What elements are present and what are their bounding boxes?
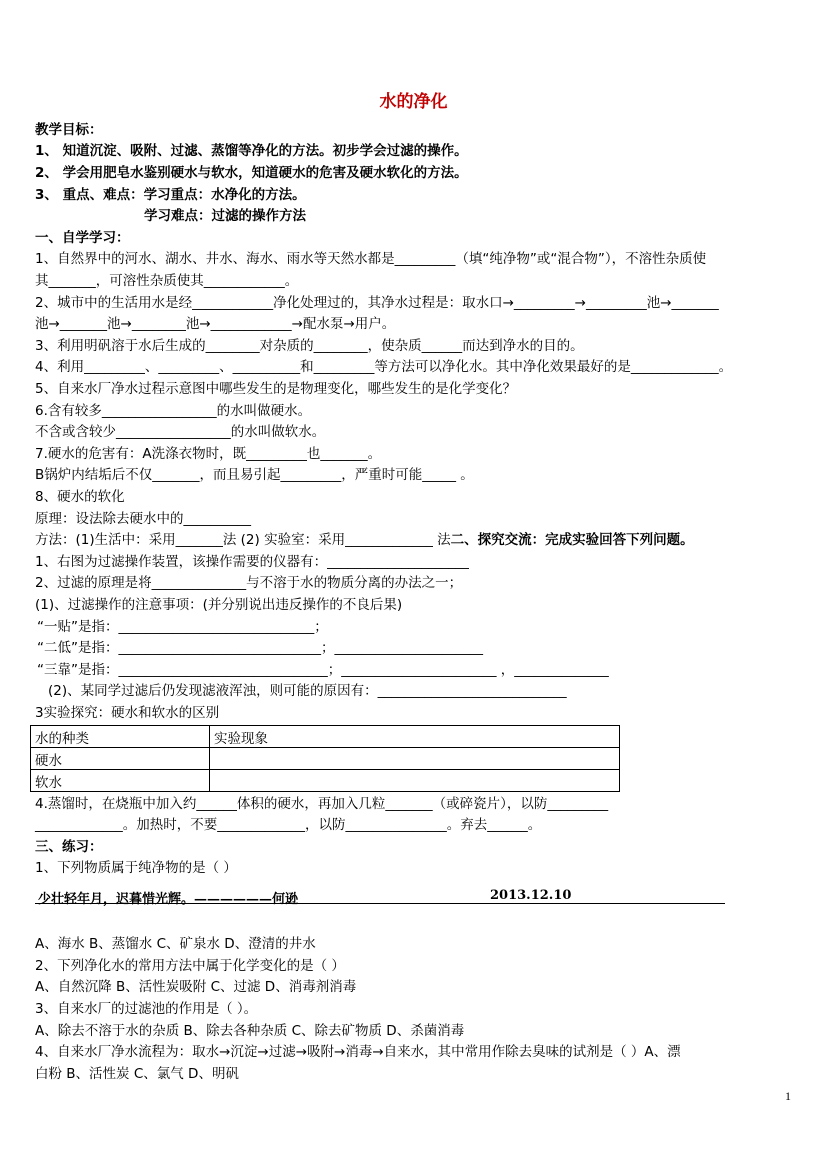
question-7a: 7.硬水的危害有：A洗涤衣物时，既_________也_______。 [35, 446, 382, 462]
objectives-heading: 教学目标： [35, 122, 103, 138]
question-1a: 1、自然界中的河水、湖水、井水、海水、雨水等天然水都是_________（填“纯净物”或“混合物”），不溶性杂质使 [35, 251, 707, 267]
objective-1: 1、 知道沉淀、吸附、过滤、蒸馏等净化的方法。初步学会过滤的操作。 [35, 143, 468, 159]
yi-tie: “一贴”是指：_____________________________； [37, 619, 328, 635]
explore-1: 1、右图为过滤操作装置，该操作需要的仪器有：_____________________ [35, 554, 469, 570]
exercise-4: 4、自来水厂净水流程为：取水→沉淀→过滤→吸附→消毒→自来水，其中常用作除去臭味的试剂是（ ）A、漂 [35, 1044, 681, 1060]
exercise-3: 3、自来水厂的过滤池的作用是（ ）。 [35, 1001, 258, 1017]
question-6b: 不含或含较少_________________的水叫做软水。 [35, 424, 326, 440]
exercise-3-options: A、除去不溶于水的杂质 B、除去各种杂质 C、除去矿物质 D、杀菌消毒 [35, 1023, 465, 1039]
section1-heading: 一、自学学习： [35, 230, 130, 246]
exercise-2-options: A、自然沉降 B、活性炭吸附 C、过滤 D、消毒剂消毒 [35, 979, 357, 995]
table-header-row [31, 726, 620, 748]
table-cell: 软水 [31, 770, 210, 792]
table-header: 实验现象 [210, 726, 620, 748]
table-cell [210, 770, 620, 792]
question-8-heading: 8、硬水的软化 [35, 489, 125, 505]
hard-soft-water-table [30, 725, 620, 792]
table-header: 水的种类 [31, 726, 210, 748]
page-number: 1 [785, 1089, 791, 1103]
experiment-heading: 3实验探究：硬水和软水的区别 [35, 705, 220, 721]
method-text: 方法：(1)生活中：采用_______法 (2) 实验室：采用_____________ 法 [35, 532, 451, 548]
table-row [31, 770, 620, 792]
explore-2-1: (1)、过滤操作的注意事项：(并分别说出违反操作的不良后果) [35, 597, 403, 613]
table-cell [210, 748, 620, 770]
er-di: “二低”是指：______________________________；______________________ [37, 640, 483, 656]
question-5: 5、自来水厂净水过程示意图中哪些发生的是物理变化，哪些发生的是化学变化？ [35, 381, 517, 397]
san-kao: “三靠”是指：_______________________________；_______________________ ，______________ [37, 662, 609, 678]
motto-divider [35, 903, 725, 904]
question-2a: 2、城市中的生活用水是经____________净化处理过的，其净水过程是：取水口→_________→_________池→_______ [35, 295, 719, 311]
question-8-method [35, 531, 694, 549]
question-6a: 6.含有较多_________________的水叫做硬水。 [35, 403, 312, 419]
distillation-b: _____________。加热时，不要_____________，以防_______________。弃去______。 [35, 817, 542, 833]
question-4: 4、利用_________、_________、__________和_________等方法可以净化水。其中净化效果最好的是_____________。 [35, 359, 733, 375]
table-cell: 硬水 [31, 748, 210, 770]
motto-text: 少壮轻年月，迟暮惜光辉。——————何逊 [38, 892, 299, 907]
section2-heading: 二、探究交流：完成实验回答下列问题。 [450, 532, 694, 548]
explore-2-2: (2)、某同学过滤后仍发现滤液浑浊，则可能的原因有：____________________________ [48, 683, 567, 699]
question-1b: 其_______，可溶性杂质使其____________。 [35, 273, 299, 289]
distillation-a: 4.蒸馏时，在烧瓶中加入约______体积的硬水，再加入几粒_______（或碎瓷片），以防_________ [35, 796, 609, 812]
motto-date: 2013.12.10 [490, 888, 572, 903]
objective-3b: 学习难点：过滤的操作方法 [144, 208, 306, 224]
section3-heading: 三、练习： [35, 839, 103, 855]
question-8-principle: 原理：设法除去硬水中的__________ [35, 511, 251, 527]
page-title: 水的净化 [379, 92, 448, 112]
question-7b: B锅炉内结垢后不仅_______，而且易引起_________，严重时可能_____ 。 [35, 467, 474, 483]
exercise-4-options: 白粉 B、活性炭 C、氯气 D、明矾 [35, 1066, 239, 1082]
objective-3: 3、 重点、难点：学习重点：水净化的方法。 [35, 187, 306, 203]
explore-2: 2、过滤的原理是将______________与不溶于水的物质分离的办法之一； [35, 575, 463, 591]
exercise-2: 2、下列净化水的常用方法中属于化学变化的是（ ） [35, 958, 345, 974]
objective-2: 2、 学会用肥皂水鉴别硬水与软水，知道硬水的危害及硬水软化的方法。 [35, 165, 468, 181]
question-3: 3、利用明矾溶于水后生成的________对杂质的________，使杂质______而达到净水的目的。 [35, 338, 584, 354]
table-row [31, 748, 620, 770]
exercise-1: 1、下列物质属于纯净物的是（ ） [35, 860, 237, 876]
exercise-1-options: A、海水 B、蒸馏水 C、矿泉水 D、澄清的井水 [35, 936, 316, 952]
question-2b: 池→_______池→________池→____________→配水泵→用户。 [35, 316, 396, 332]
